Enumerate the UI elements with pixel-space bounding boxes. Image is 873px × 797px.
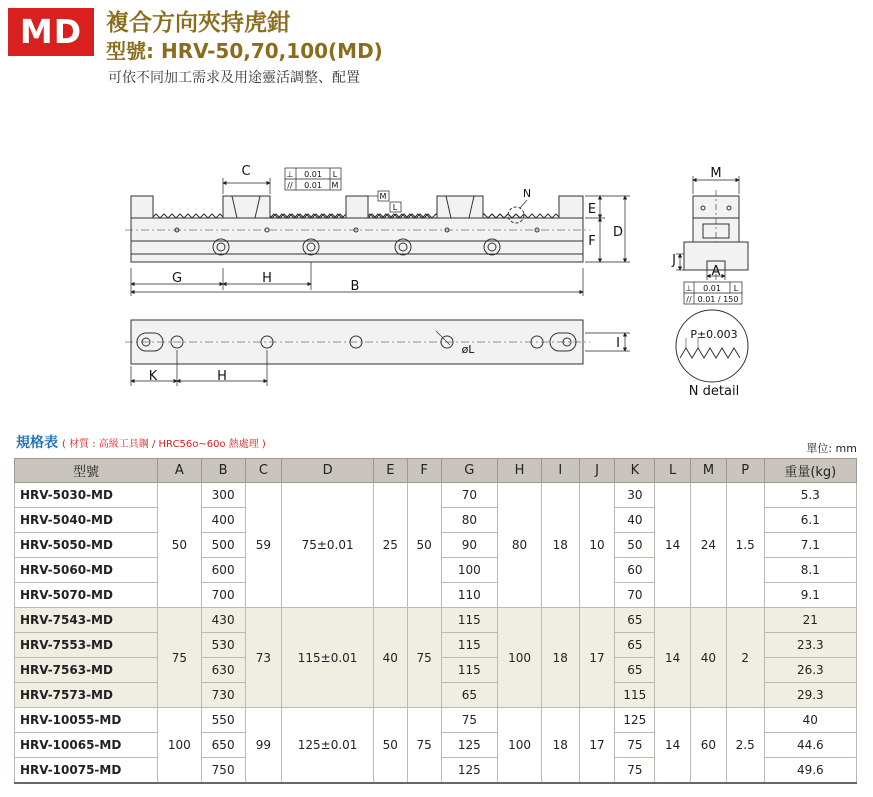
material-note: ( 材質 : 高級工具鋼 / HRC56o~60o 熱處理 ) bbox=[62, 439, 266, 450]
dim-f: F bbox=[588, 234, 596, 249]
cell-m: 60 bbox=[691, 708, 727, 783]
cell-g: 100 bbox=[441, 558, 498, 583]
col-g: G bbox=[441, 459, 498, 483]
col-a: A bbox=[157, 459, 201, 483]
cell-j: 10 bbox=[579, 483, 615, 608]
par-symbol: // bbox=[287, 181, 293, 190]
cell-f: 50 bbox=[407, 483, 441, 608]
cell-k: 65 bbox=[615, 633, 655, 658]
col-d: D bbox=[282, 459, 374, 483]
cell-g: 125 bbox=[441, 758, 498, 783]
cell-p: 2 bbox=[726, 608, 764, 708]
cell-e: 25 bbox=[373, 483, 407, 608]
tolerance-frame-front bbox=[285, 168, 401, 212]
series-badge: MD bbox=[8, 8, 94, 56]
col-p: P bbox=[726, 459, 764, 483]
col-c: C bbox=[245, 459, 282, 483]
pitch-label: P±0.003 bbox=[690, 328, 738, 341]
cell-a: 100 bbox=[157, 708, 201, 783]
perp-symbol: ⊥ bbox=[286, 170, 294, 179]
cell-g: 90 bbox=[441, 533, 498, 558]
cell-weight: 6.1 bbox=[764, 508, 856, 533]
cell-m: 40 bbox=[691, 608, 727, 708]
spec-group-75 bbox=[15, 608, 857, 708]
col-l: L bbox=[655, 459, 691, 483]
cell-b: 700 bbox=[201, 583, 245, 608]
dim-j: J bbox=[672, 253, 676, 268]
cell-i: 18 bbox=[541, 483, 579, 608]
cell-weight: 8.1 bbox=[764, 558, 856, 583]
cell-k: 60 bbox=[615, 558, 655, 583]
top-view bbox=[125, 320, 590, 364]
cell-h: 80 bbox=[498, 483, 542, 608]
cell-a: 50 bbox=[157, 483, 201, 608]
side-perp-symbol: ⊥ bbox=[685, 284, 693, 293]
cell-k: 30 bbox=[615, 483, 655, 508]
dim-c: C bbox=[241, 164, 251, 179]
cell-b: 400 bbox=[201, 508, 245, 533]
table-row bbox=[15, 608, 857, 633]
cell-f: 75 bbox=[407, 708, 441, 783]
cell-k: 70 bbox=[615, 583, 655, 608]
cell-k: 50 bbox=[615, 533, 655, 558]
cell-g: 110 bbox=[441, 583, 498, 608]
par-ref: M bbox=[331, 181, 339, 190]
row-model: HRV-5050-MD bbox=[15, 533, 158, 558]
cell-b: 600 bbox=[201, 558, 245, 583]
cell-e: 40 bbox=[373, 608, 407, 708]
cell-g: 70 bbox=[441, 483, 498, 508]
par-value: 0.01 bbox=[304, 181, 322, 190]
datum-l: L bbox=[392, 203, 398, 212]
cell-b: 650 bbox=[201, 733, 245, 758]
cell-l: 14 bbox=[655, 608, 691, 708]
row-model: HRV-10065-MD bbox=[15, 733, 158, 758]
col-k: K bbox=[615, 459, 655, 483]
cell-e: 50 bbox=[373, 708, 407, 783]
cell-k: 75 bbox=[615, 733, 655, 758]
col-model: 型號 bbox=[15, 459, 158, 483]
cell-h: 100 bbox=[498, 608, 542, 708]
cell-g: 115 bbox=[441, 608, 498, 633]
cell-g: 65 bbox=[441, 683, 498, 708]
cell-p: 2.5 bbox=[726, 708, 764, 783]
detail-marker-n: N bbox=[522, 187, 532, 200]
side-par-value: 0.01 / 150 bbox=[697, 295, 739, 304]
col-e: E bbox=[373, 459, 407, 483]
cell-weight: 29.3 bbox=[764, 683, 856, 708]
dim-h: H bbox=[262, 271, 272, 286]
dim-i: I bbox=[616, 336, 620, 351]
cell-f: 75 bbox=[407, 608, 441, 708]
cell-weight: 49.6 bbox=[764, 758, 856, 783]
spec-group-50 bbox=[15, 483, 857, 608]
cell-b: 530 bbox=[201, 633, 245, 658]
cell-c: 73 bbox=[245, 608, 282, 708]
cell-weight: 23.3 bbox=[764, 633, 856, 658]
cell-l: 14 bbox=[655, 483, 691, 608]
row-model: HRV-5070-MD bbox=[15, 583, 158, 608]
cell-b: 750 bbox=[201, 758, 245, 783]
cell-j: 17 bbox=[579, 608, 615, 708]
cell-weight: 44.6 bbox=[764, 733, 856, 758]
cell-k: 65 bbox=[615, 658, 655, 683]
perp-value: 0.01 bbox=[304, 170, 322, 179]
col-h: H bbox=[498, 459, 542, 483]
front-view bbox=[125, 196, 590, 262]
product-subtitle: 可依不同加工需求及用途靈活調整、配置 bbox=[108, 70, 360, 86]
cell-m: 24 bbox=[691, 483, 727, 608]
row-model: HRV-10075-MD bbox=[15, 758, 158, 783]
cell-b: 550 bbox=[201, 708, 245, 733]
table-row bbox=[15, 708, 857, 733]
cell-b: 500 bbox=[201, 533, 245, 558]
cell-b: 630 bbox=[201, 658, 245, 683]
spec-heading bbox=[16, 432, 266, 452]
table-row bbox=[15, 483, 857, 508]
col-i: I bbox=[541, 459, 579, 483]
col-j: J bbox=[579, 459, 615, 483]
n-detail-view bbox=[676, 310, 748, 382]
dim-k: K bbox=[148, 369, 158, 384]
spec-header-row bbox=[15, 459, 857, 483]
spec-title: 規格表 bbox=[16, 435, 58, 451]
row-model: HRV-10055-MD bbox=[15, 708, 158, 733]
cell-weight: 5.3 bbox=[764, 483, 856, 508]
cell-i: 18 bbox=[541, 608, 579, 708]
cell-d: 75±0.01 bbox=[282, 483, 374, 608]
cell-k: 65 bbox=[615, 608, 655, 633]
cell-a: 75 bbox=[157, 608, 201, 708]
perp-ref: L bbox=[332, 170, 338, 179]
cell-weight: 21 bbox=[764, 608, 856, 633]
cell-k: 75 bbox=[615, 758, 655, 783]
side-perp-ref: L bbox=[733, 284, 739, 293]
dim-g: G bbox=[171, 271, 183, 286]
cell-g: 80 bbox=[441, 508, 498, 533]
col-weight: 重量(kg) bbox=[764, 459, 856, 483]
row-model: HRV-5060-MD bbox=[15, 558, 158, 583]
cell-k: 115 bbox=[615, 683, 655, 708]
side-par-symbol: // bbox=[686, 295, 692, 304]
cell-b: 430 bbox=[201, 608, 245, 633]
cell-c: 59 bbox=[245, 483, 282, 608]
row-model: HRV-7553-MD bbox=[15, 633, 158, 658]
row-model: HRV-5030-MD bbox=[15, 483, 158, 508]
spec-table bbox=[14, 458, 857, 784]
row-model: HRV-7573-MD bbox=[15, 683, 158, 708]
cell-g: 75 bbox=[441, 708, 498, 733]
cell-c: 99 bbox=[245, 708, 282, 783]
datum-m: M bbox=[379, 192, 387, 201]
dim-e: E bbox=[587, 202, 597, 217]
dim-l: øL bbox=[461, 343, 475, 356]
dim-h-top: H bbox=[217, 369, 227, 384]
row-model: HRV-5040-MD bbox=[15, 508, 158, 533]
dim-d: D bbox=[612, 225, 624, 240]
spec-group-100 bbox=[15, 708, 857, 783]
cell-weight: 7.1 bbox=[764, 533, 856, 558]
model-label: 型號: HRV-50,70,100(MD) bbox=[106, 39, 383, 63]
cell-g: 115 bbox=[441, 658, 498, 683]
cell-d: 125±0.01 bbox=[282, 708, 374, 783]
cell-p: 1.5 bbox=[726, 483, 764, 608]
col-m: M bbox=[691, 459, 727, 483]
dim-m: M bbox=[710, 166, 722, 181]
detail-caption: N detail bbox=[688, 384, 740, 399]
cell-k: 40 bbox=[615, 508, 655, 533]
technical-drawing bbox=[0, 150, 873, 410]
cell-g: 115 bbox=[441, 633, 498, 658]
cell-b: 300 bbox=[201, 483, 245, 508]
col-f: F bbox=[407, 459, 441, 483]
unit-label: 單位: mm bbox=[806, 442, 857, 455]
cell-k: 125 bbox=[615, 708, 655, 733]
row-model: HRV-7563-MD bbox=[15, 658, 158, 683]
dim-a: A bbox=[711, 264, 721, 279]
col-b: B bbox=[201, 459, 245, 483]
cell-j: 17 bbox=[579, 708, 615, 783]
cell-b: 730 bbox=[201, 683, 245, 708]
cell-weight: 26.3 bbox=[764, 658, 856, 683]
row-model: HRV-7543-MD bbox=[15, 608, 158, 633]
cell-h: 100 bbox=[498, 708, 542, 783]
cell-i: 18 bbox=[541, 708, 579, 783]
cell-d: 115±0.01 bbox=[282, 608, 374, 708]
dim-b: B bbox=[350, 279, 360, 294]
cell-weight: 40 bbox=[764, 708, 856, 733]
product-title: 複合方向夾持虎鉗 bbox=[106, 10, 290, 36]
cell-l: 14 bbox=[655, 708, 691, 783]
side-perp-value: 0.01 bbox=[703, 284, 721, 293]
cell-g: 125 bbox=[441, 733, 498, 758]
cell-weight: 9.1 bbox=[764, 583, 856, 608]
